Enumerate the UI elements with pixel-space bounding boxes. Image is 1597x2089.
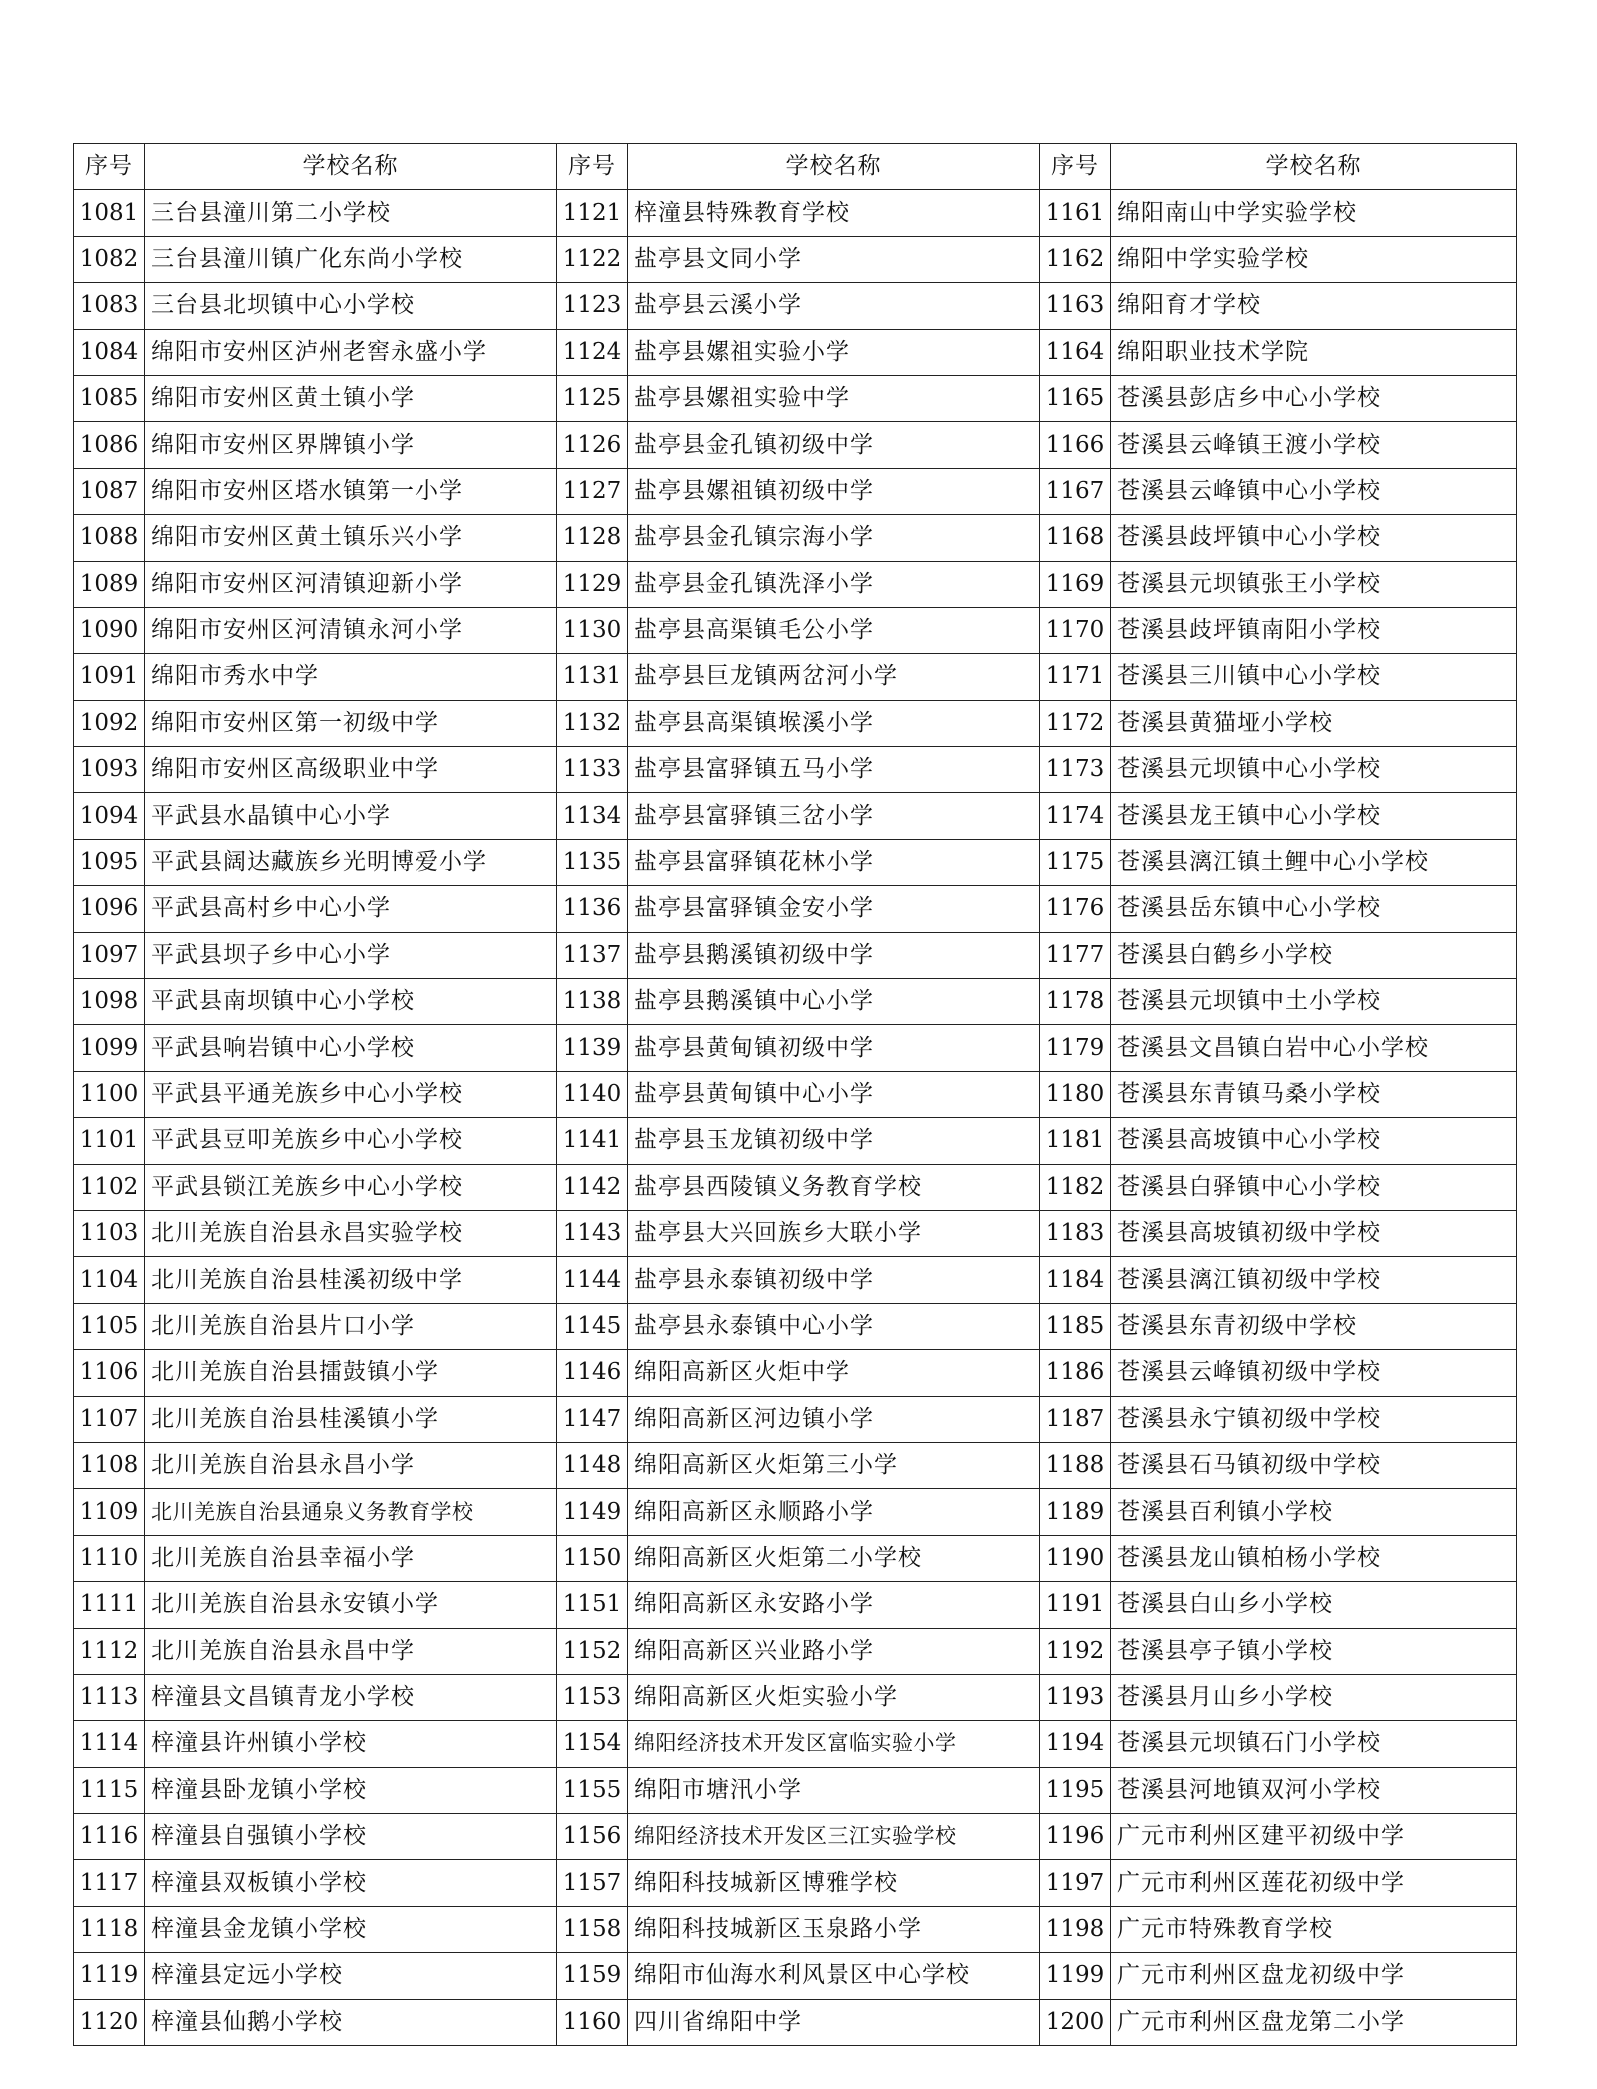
table-row: [74, 1628, 1517, 1674]
row-index: 1119: [74, 1953, 145, 1999]
table-row: [74, 1721, 1517, 1767]
row-index: 1112: [74, 1628, 145, 1674]
school-name: 盐亭县富驿镇三岔小学: [628, 793, 1040, 839]
table-row: [74, 329, 1517, 375]
school-name: 盐亭县金孔镇洗泽小学: [628, 561, 1040, 607]
school-name: 苍溪县石马镇初级中学校: [1111, 1442, 1517, 1488]
row-index: 1178: [1040, 979, 1111, 1025]
header-index: 序号: [1040, 144, 1111, 190]
school-name: 北川羌族自治县永昌小学: [145, 1442, 557, 1488]
row-index: 1196: [1040, 1814, 1111, 1860]
school-name: 盐亭县鹅溪镇初级中学: [628, 932, 1040, 978]
table-row: [74, 1210, 1517, 1256]
row-index: 1105: [74, 1303, 145, 1349]
school-name: 绵阳科技城新区博雅学校: [628, 1860, 1040, 1906]
school-name: 北川羌族自治县桂溪镇小学: [145, 1396, 557, 1442]
school-name: 广元市利州区盘龙第二小学: [1111, 1999, 1517, 2045]
school-name: 绵阳南山中学实验学校: [1111, 190, 1517, 236]
row-index: 1151: [557, 1582, 628, 1628]
school-name: 广元市利州区建平初级中学: [1111, 1814, 1517, 1860]
row-index: 1165: [1040, 375, 1111, 421]
row-index: 1189: [1040, 1489, 1111, 1535]
school-name: 苍溪县龙山镇柏杨小学校: [1111, 1535, 1517, 1581]
school-name: 梓潼县许州镇小学校: [145, 1721, 557, 1767]
school-name: 苍溪县白驿镇中心小学校: [1111, 1164, 1517, 1210]
school-name: 北川羌族自治县永昌实验学校: [145, 1210, 557, 1256]
school-name: 苍溪县彭店乡中心小学校: [1111, 375, 1517, 421]
school-name: 盐亭县永泰镇中心小学: [628, 1303, 1040, 1349]
row-index: 1125: [557, 375, 628, 421]
school-name: 梓潼县金龙镇小学校: [145, 1906, 557, 1952]
row-index: 1085: [74, 375, 145, 421]
row-index: 1200: [1040, 1999, 1111, 2045]
school-name: 盐亭县鹅溪镇中心小学: [628, 979, 1040, 1025]
row-index: 1199: [1040, 1953, 1111, 1999]
table-row: [74, 932, 1517, 978]
row-index: 1086: [74, 422, 145, 468]
row-index: 1184: [1040, 1257, 1111, 1303]
table-row: [74, 839, 1517, 885]
row-index: 1145: [557, 1303, 628, 1349]
row-index: 1157: [557, 1860, 628, 1906]
row-index: 1174: [1040, 793, 1111, 839]
school-name: 四川省绵阳中学: [628, 1999, 1040, 2045]
school-name: 苍溪县漓江镇土鲤中心小学校: [1111, 839, 1517, 885]
table-row: [74, 1025, 1517, 1071]
school-name: 绵阳高新区火炬实验小学: [628, 1674, 1040, 1720]
table-row: [74, 979, 1517, 1025]
table-row: [74, 1442, 1517, 1488]
school-name: 平武县水晶镇中心小学: [145, 793, 557, 839]
school-name: 苍溪县高坡镇初级中学校: [1111, 1210, 1517, 1256]
row-index: 1183: [1040, 1210, 1111, 1256]
row-index: 1172: [1040, 700, 1111, 746]
school-name: 苍溪县月山乡小学校: [1111, 1674, 1517, 1720]
school-name: 梓潼县双板镇小学校: [145, 1860, 557, 1906]
school-name: 苍溪县东青镇马桑小学校: [1111, 1071, 1517, 1117]
school-name: 梓潼县定远小学校: [145, 1953, 557, 1999]
school-name: 绵阳市安州区塔水镇第一小学: [145, 468, 557, 514]
row-index: 1142: [557, 1164, 628, 1210]
row-index: 1168: [1040, 515, 1111, 561]
row-index: 1158: [557, 1906, 628, 1952]
header-school-name: 学校名称: [145, 144, 557, 190]
row-index: 1180: [1040, 1071, 1111, 1117]
row-index: 1181: [1040, 1118, 1111, 1164]
school-name: 绵阳市安州区高级职业中学: [145, 747, 557, 793]
header-row: [74, 144, 1517, 190]
row-index: 1148: [557, 1442, 628, 1488]
table-row: [74, 886, 1517, 932]
school-name: 北川羌族自治县永安镇小学: [145, 1582, 557, 1628]
school-name: 绵阳职业技术学院: [1111, 329, 1517, 375]
school-name: 绵阳高新区永安路小学: [628, 1582, 1040, 1628]
row-index: 1103: [74, 1210, 145, 1256]
row-index: 1107: [74, 1396, 145, 1442]
table-row: [74, 468, 1517, 514]
school-name: 平武县高村乡中心小学: [145, 886, 557, 932]
row-index: 1135: [557, 839, 628, 885]
table-row: [74, 654, 1517, 700]
row-index: 1104: [74, 1257, 145, 1303]
school-name: 梓潼县卧龙镇小学校: [145, 1767, 557, 1813]
table-row: [74, 607, 1517, 653]
school-name: 苍溪县元坝镇张王小学校: [1111, 561, 1517, 607]
school-name: 三台县潼川镇广化东尚小学校: [145, 236, 557, 282]
header-index: 序号: [74, 144, 145, 190]
row-index: 1150: [557, 1535, 628, 1581]
school-name: 平武县阔达藏族乡光明博爱小学: [145, 839, 557, 885]
row-index: 1095: [74, 839, 145, 885]
table-row: [74, 1164, 1517, 1210]
school-name: 苍溪县歧坪镇中心小学校: [1111, 515, 1517, 561]
school-name: 梓潼县文昌镇青龙小学校: [145, 1674, 557, 1720]
school-name: 苍溪县高坡镇中心小学校: [1111, 1118, 1517, 1164]
row-index: 1102: [74, 1164, 145, 1210]
row-index: 1190: [1040, 1535, 1111, 1581]
school-name: 绵阳市安州区河清镇迎新小学: [145, 561, 557, 607]
row-index: 1162: [1040, 236, 1111, 282]
row-index: 1111: [74, 1582, 145, 1628]
school-name: 盐亭县富驿镇五马小学: [628, 747, 1040, 793]
school-name: 绵阳高新区永顺路小学: [628, 1489, 1040, 1535]
row-index: 1090: [74, 607, 145, 653]
row-index: 1156: [557, 1814, 628, 1860]
school-name: 盐亭县黄甸镇初级中学: [628, 1025, 1040, 1071]
table-row: [74, 561, 1517, 607]
row-index: 1161: [1040, 190, 1111, 236]
school-name: 平武县响岩镇中心小学校: [145, 1025, 557, 1071]
school-name: 广元市特殊教育学校: [1111, 1906, 1517, 1952]
row-index: 1171: [1040, 654, 1111, 700]
school-name: 绵阳高新区火炬第二小学校: [628, 1535, 1040, 1581]
row-index: 1098: [74, 979, 145, 1025]
school-name: 苍溪县岳东镇中心小学校: [1111, 886, 1517, 932]
row-index: 1140: [557, 1071, 628, 1117]
row-index: 1092: [74, 700, 145, 746]
school-name: 盐亭县富驿镇金安小学: [628, 886, 1040, 932]
school-name: 盐亭县高渠镇堠溪小学: [628, 700, 1040, 746]
row-index: 1192: [1040, 1628, 1111, 1674]
school-name: 盐亭县嫘祖实验小学: [628, 329, 1040, 375]
row-index: 1186: [1040, 1350, 1111, 1396]
row-index: 1097: [74, 932, 145, 978]
school-name: 苍溪县百利镇小学校: [1111, 1489, 1517, 1535]
school-name: 苍溪县元坝镇中土小学校: [1111, 979, 1517, 1025]
row-index: 1113: [74, 1674, 145, 1720]
school-name: 绵阳市塘汛小学: [628, 1767, 1040, 1813]
row-index: 1084: [74, 329, 145, 375]
table-row: [74, 700, 1517, 746]
school-name: 苍溪县白鹤乡小学校: [1111, 932, 1517, 978]
school-name: 苍溪县黄猫垭小学校: [1111, 700, 1517, 746]
row-index: 1110: [74, 1535, 145, 1581]
school-name: 苍溪县东青初级中学校: [1111, 1303, 1517, 1349]
school-name: 平武县豆叩羌族乡中心小学校: [145, 1118, 557, 1164]
school-name: 盐亭县文同小学: [628, 236, 1040, 282]
row-index: 1187: [1040, 1396, 1111, 1442]
school-name: 苍溪县云峰镇初级中学校: [1111, 1350, 1517, 1396]
school-name: 绵阳市安州区界牌镇小学: [145, 422, 557, 468]
table-row: [74, 283, 1517, 329]
school-name: 盐亭县嫘祖镇初级中学: [628, 468, 1040, 514]
row-index: 1179: [1040, 1025, 1111, 1071]
row-index: 1128: [557, 515, 628, 561]
row-index: 1144: [557, 1257, 628, 1303]
table-row: [74, 1953, 1517, 1999]
table-row: [74, 236, 1517, 282]
school-name: 绵阳高新区火炬第三小学: [628, 1442, 1040, 1488]
row-index: 1081: [74, 190, 145, 236]
row-index: 1194: [1040, 1721, 1111, 1767]
school-name: 苍溪县永宁镇初级中学校: [1111, 1396, 1517, 1442]
school-name: 平武县坝子乡中心小学: [145, 932, 557, 978]
row-index: 1188: [1040, 1442, 1111, 1488]
table-row: [74, 1860, 1517, 1906]
school-name: 绵阳市安州区第一初级中学: [145, 700, 557, 746]
table-row: [74, 1257, 1517, 1303]
school-name: 平武县南坝镇中心小学校: [145, 979, 557, 1025]
school-name: 绵阳科技城新区玉泉路小学: [628, 1906, 1040, 1952]
row-index: 1100: [74, 1071, 145, 1117]
table-row: [74, 1582, 1517, 1628]
school-name: 苍溪县歧坪镇南阳小学校: [1111, 607, 1517, 653]
table-row: [74, 190, 1517, 236]
table-row: [74, 1767, 1517, 1813]
school-name: 绵阳中学实验学校: [1111, 236, 1517, 282]
row-index: 1166: [1040, 422, 1111, 468]
school-name: 苍溪县漓江镇初级中学校: [1111, 1257, 1517, 1303]
table-row: [74, 1118, 1517, 1164]
school-name: 盐亭县玉龙镇初级中学: [628, 1118, 1040, 1164]
school-name: 绵阳市安州区河清镇永河小学: [145, 607, 557, 653]
row-index: 1185: [1040, 1303, 1111, 1349]
row-index: 1163: [1040, 283, 1111, 329]
school-name: 苍溪县云峰镇王渡小学校: [1111, 422, 1517, 468]
row-index: 1123: [557, 283, 628, 329]
row-index: 1124: [557, 329, 628, 375]
row-index: 1160: [557, 1999, 628, 2045]
row-index: 1132: [557, 700, 628, 746]
table-row: [74, 375, 1517, 421]
row-index: 1149: [557, 1489, 628, 1535]
school-name: 平武县锁江羌族乡中心小学校: [145, 1164, 557, 1210]
school-name: 盐亭县高渠镇毛公小学: [628, 607, 1040, 653]
row-index: 1116: [74, 1814, 145, 1860]
table-row: [74, 793, 1517, 839]
school-name: 绵阳经济技术开发区三江实验学校: [628, 1814, 1040, 1860]
table-row: [74, 1814, 1517, 1860]
school-list-table: [73, 143, 1517, 2046]
row-index: 1137: [557, 932, 628, 978]
table-row: [74, 1489, 1517, 1535]
row-index: 1176: [1040, 886, 1111, 932]
row-index: 1155: [557, 1767, 628, 1813]
row-index: 1197: [1040, 1860, 1111, 1906]
row-index: 1091: [74, 654, 145, 700]
school-name: 盐亭县嫘祖实验中学: [628, 375, 1040, 421]
school-name: 苍溪县白山乡小学校: [1111, 1582, 1517, 1628]
school-name: 绵阳市安州区黄土镇乐兴小学: [145, 515, 557, 561]
school-name: 苍溪县元坝镇中心小学校: [1111, 747, 1517, 793]
row-index: 1173: [1040, 747, 1111, 793]
row-index: 1139: [557, 1025, 628, 1071]
row-index: 1121: [557, 190, 628, 236]
school-name: 梓潼县仙鹅小学校: [145, 1999, 557, 2045]
row-index: 1193: [1040, 1674, 1111, 1720]
row-index: 1099: [74, 1025, 145, 1071]
school-name: 绵阳市秀水中学: [145, 654, 557, 700]
school-name: 苍溪县三川镇中心小学校: [1111, 654, 1517, 700]
row-index: 1138: [557, 979, 628, 1025]
row-index: 1126: [557, 422, 628, 468]
row-index: 1159: [557, 1953, 628, 1999]
school-name: 三台县潼川第二小学校: [145, 190, 557, 236]
row-index: 1122: [557, 236, 628, 282]
row-index: 1118: [74, 1906, 145, 1952]
school-name: 苍溪县文昌镇白岩中心小学校: [1111, 1025, 1517, 1071]
school-name: 苍溪县龙王镇中心小学校: [1111, 793, 1517, 839]
school-name: 盐亭县金孔镇初级中学: [628, 422, 1040, 468]
school-name: 盐亭县黄甸镇中心小学: [628, 1071, 1040, 1117]
school-name: 绵阳高新区兴业路小学: [628, 1628, 1040, 1674]
school-name: 苍溪县云峰镇中心小学校: [1111, 468, 1517, 514]
row-index: 1146: [557, 1350, 628, 1396]
table-row: [74, 1350, 1517, 1396]
row-index: 1182: [1040, 1164, 1111, 1210]
table-row: [74, 1999, 1517, 2045]
school-name: 绵阳市仙海水利风景区中心学校: [628, 1953, 1040, 1999]
row-index: 1096: [74, 886, 145, 932]
header-school-name: 学校名称: [628, 144, 1040, 190]
school-name: 盐亭县富驿镇花林小学: [628, 839, 1040, 885]
school-name: 盐亭县永泰镇初级中学: [628, 1257, 1040, 1303]
table-row: [74, 1071, 1517, 1117]
school-name: 绵阳市安州区黄土镇小学: [145, 375, 557, 421]
row-index: 1134: [557, 793, 628, 839]
school-name: 盐亭县大兴回族乡大联小学: [628, 1210, 1040, 1256]
row-index: 1191: [1040, 1582, 1111, 1628]
row-index: 1177: [1040, 932, 1111, 978]
row-index: 1195: [1040, 1767, 1111, 1813]
school-name: 北川羌族自治县通泉义务教育学校: [145, 1489, 557, 1535]
school-name: 苍溪县亭子镇小学校: [1111, 1628, 1517, 1674]
table-body: [74, 190, 1517, 2046]
row-index: 1143: [557, 1210, 628, 1256]
row-index: 1129: [557, 561, 628, 607]
row-index: 1083: [74, 283, 145, 329]
row-index: 1093: [74, 747, 145, 793]
table-row: [74, 1303, 1517, 1349]
school-name: 梓潼县自强镇小学校: [145, 1814, 557, 1860]
table-row: [74, 422, 1517, 468]
row-index: 1094: [74, 793, 145, 839]
table-row: [74, 1396, 1517, 1442]
row-index: 1198: [1040, 1906, 1111, 1952]
header-index: 序号: [557, 144, 628, 190]
school-name: 广元市利州区盘龙初级中学: [1111, 1953, 1517, 1999]
school-name: 北川羌族自治县片口小学: [145, 1303, 557, 1349]
row-index: 1164: [1040, 329, 1111, 375]
row-index: 1175: [1040, 839, 1111, 885]
school-name: 三台县北坝镇中心小学校: [145, 283, 557, 329]
row-index: 1147: [557, 1396, 628, 1442]
row-index: 1167: [1040, 468, 1111, 514]
row-index: 1117: [74, 1860, 145, 1906]
school-name: 盐亭县云溪小学: [628, 283, 1040, 329]
row-index: 1101: [74, 1118, 145, 1164]
school-name: 绵阳经济技术开发区富临实验小学: [628, 1721, 1040, 1767]
row-index: 1127: [557, 468, 628, 514]
header-school-name: 学校名称: [1111, 144, 1517, 190]
row-index: 1114: [74, 1721, 145, 1767]
school-name: 盐亭县金孔镇宗海小学: [628, 515, 1040, 561]
school-name: 绵阳高新区河边镇小学: [628, 1396, 1040, 1442]
table-row: [74, 1674, 1517, 1720]
table-row: [74, 515, 1517, 561]
row-index: 1106: [74, 1350, 145, 1396]
school-name: 北川羌族自治县桂溪初级中学: [145, 1257, 557, 1303]
row-index: 1131: [557, 654, 628, 700]
table-row: [74, 747, 1517, 793]
row-index: 1120: [74, 1999, 145, 2045]
school-name: 北川羌族自治县永昌中学: [145, 1628, 557, 1674]
row-index: 1170: [1040, 607, 1111, 653]
row-index: 1109: [74, 1489, 145, 1535]
row-index: 1153: [557, 1674, 628, 1720]
row-index: 1169: [1040, 561, 1111, 607]
school-name: 梓潼县特殊教育学校: [628, 190, 1040, 236]
table-row: [74, 1535, 1517, 1581]
school-name: 盐亭县巨龙镇两岔河小学: [628, 654, 1040, 700]
school-name: 绵阳高新区火炬中学: [628, 1350, 1040, 1396]
row-index: 1108: [74, 1442, 145, 1488]
school-name: 盐亭县西陵镇义务教育学校: [628, 1164, 1040, 1210]
row-index: 1133: [557, 747, 628, 793]
school-name: 苍溪县元坝镇石门小学校: [1111, 1721, 1517, 1767]
row-index: 1089: [74, 561, 145, 607]
row-index: 1087: [74, 468, 145, 514]
row-index: 1088: [74, 515, 145, 561]
table-row: [74, 1906, 1517, 1952]
row-index: 1141: [557, 1118, 628, 1164]
school-name: 平武县平通羌族乡中心小学校: [145, 1071, 557, 1117]
school-name: 绵阳育才学校: [1111, 283, 1517, 329]
school-name: 苍溪县河地镇双河小学校: [1111, 1767, 1517, 1813]
school-name: 绵阳市安州区泸州老窖永盛小学: [145, 329, 557, 375]
row-index: 1130: [557, 607, 628, 653]
row-index: 1115: [74, 1767, 145, 1813]
row-index: 1136: [557, 886, 628, 932]
school-name: 广元市利州区莲花初级中学: [1111, 1860, 1517, 1906]
school-name: 北川羌族自治县幸福小学: [145, 1535, 557, 1581]
row-index: 1082: [74, 236, 145, 282]
school-name: 北川羌族自治县擂鼓镇小学: [145, 1350, 557, 1396]
row-index: 1154: [557, 1721, 628, 1767]
row-index: 1152: [557, 1628, 628, 1674]
